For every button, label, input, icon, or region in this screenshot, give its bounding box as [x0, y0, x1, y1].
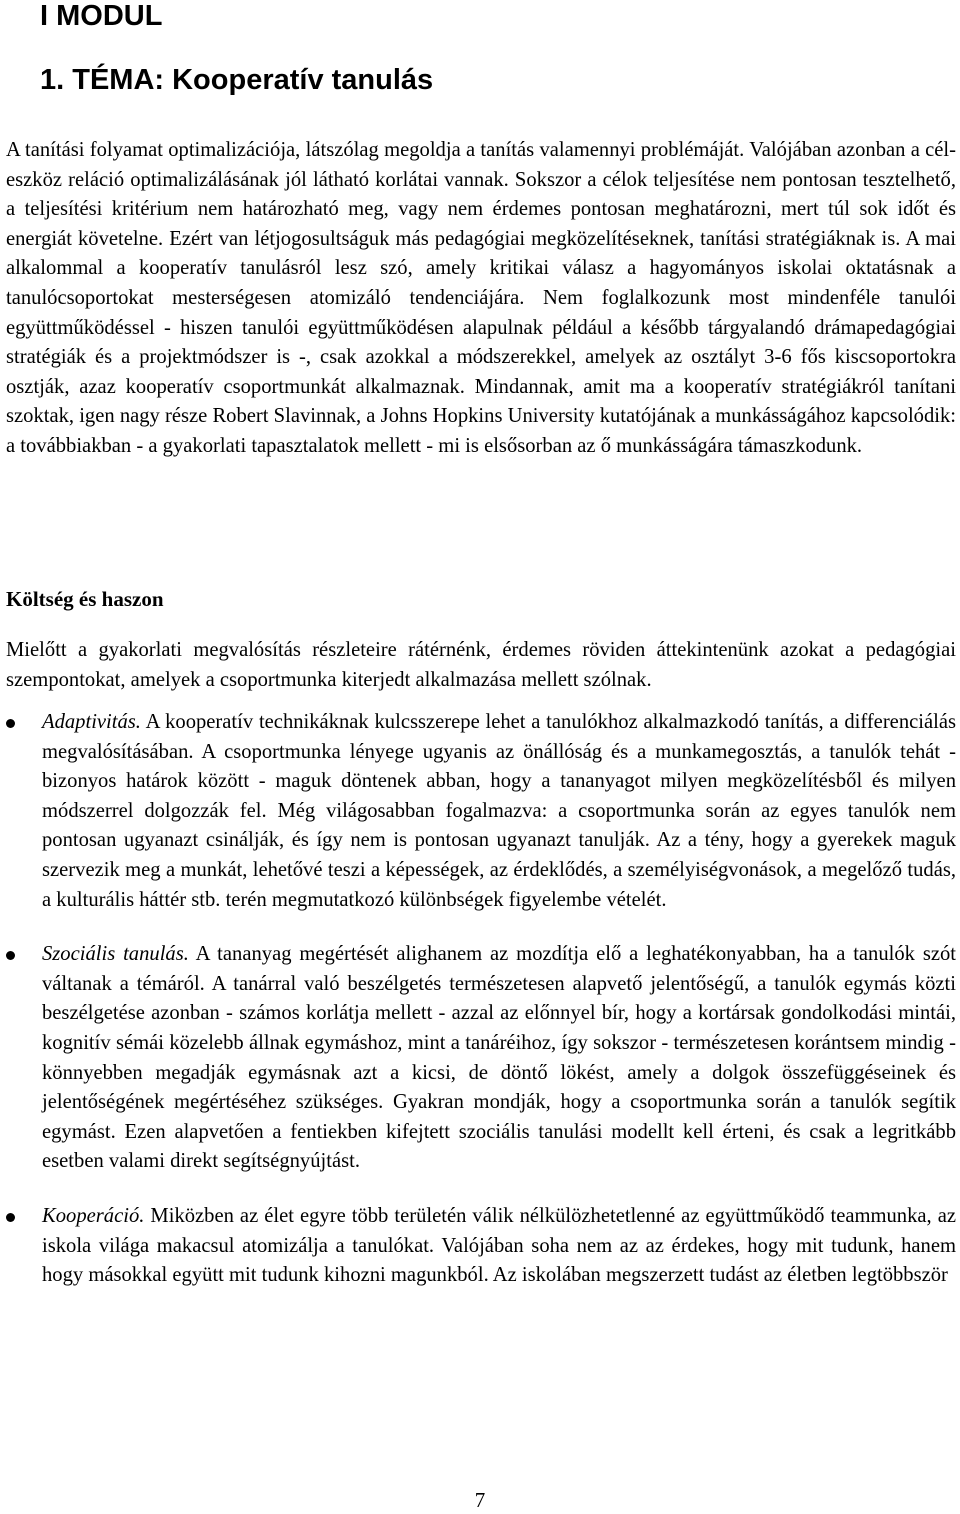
bullet-term: Szociális tanulás.	[42, 943, 189, 966]
list-item	[0, 1202, 956, 1291]
benefits-list	[0, 708, 960, 1316]
bullet-icon	[6, 951, 15, 960]
list-item	[0, 708, 956, 915]
list-item	[0, 940, 956, 1177]
bullet-text: A kooperatív technikáknak kulcsszerepe lehet a tanulókhoz alkalmazkodó tanítás, a differenciálás megvalósításában. A csoportmunka lényege ugyanis az önállóság és a munkamegosztás, a tanulók tehát - bizonyos határok között - maguk döntenek abban, hogy a tananyagot milyen megközelítésből és milyen módszerrel dolgozzák fel. Még világosabban fogalmazva: a csoportmunka során az egyes tanulók nem pontosan ugyanazt csinálják, és így nem is pontosan ugyanazt tanulják. Az a tény, hogy a gyerekek maguk szervezik meg a munkát, lehetővé teszi a képességek, az érdeklődés, a személyiségvonások, a megelőző tudás, a kulturális háttér stb. terén megmutatkozó különbségek figyelembe vételét.	[42, 711, 956, 911]
topic-title: 1. TÉMA: Kooperatív tanulás	[40, 64, 434, 96]
section-intro-paragraph: Mielőtt a gyakorlati megvalósítás részleteire rátérnénk, érdemes röviden áttekintenünk azokat a pedagógiai szempontokat, amelyek a csoportmunka kiterjedt alkalmazása mellett szólnak.	[6, 639, 956, 691]
bullet-text: A tananyag megértését alighanem az mozdítja elő a leghatékonyabban, ha a tanulók szót váltanak a témáról. A tanárral való beszélgetés természetesen alapvető jelentőségű, a tanulók egymás közti beszélgetése azonban - számos korlátja mellett - azzal az előnnyel bír, hogy a kortársak gondolkodási mintái, kognitív sémái közelebb állnak egymáshoz, mint a tanáréihoz, így sokszor - természetesen korántsem mindig - könnyebben megadják egymásnak azt a kicsi, de döntő lökést, amely a dolgok összefüggéseinek és jelentőségének megértéséhez szükséges. Gyakran mondják, hogy a csoportmunka során a tanulók segítik egymást. Ezen alapvetően a fentiekben kifejtett szociális tanulási modellt kell érteni, és csak a legritkább esetben valami direkt segítségnyújtást.	[42, 943, 956, 1173]
section-heading: Költség és haszon	[6, 587, 164, 611]
bullet-icon	[6, 1213, 15, 1222]
module-title: I MODUL	[40, 0, 163, 32]
bullet-term: Kooperáció.	[42, 1204, 145, 1227]
page-number: 7	[474, 1488, 486, 1512]
bullet-term: Adaptivitás.	[42, 711, 141, 733]
bullet-text: Miközben az élet egyre több területén válik nélkülözhetetlenné az együttműködő teammunka, az iskola világa makacsul atomizálja a tanulókat. Valójában soha nem az az érdekes, hogy mit tudunk, hanem hogy másokkal együtt mit tudunk kihozni magunkból. Az iskolában megszerzett tudást az életben legtöbbször	[42, 1204, 956, 1287]
bullet-icon	[6, 719, 15, 728]
intro-paragraph: A tanítási folyamat optimalizációja, látszólag megoldja a tanítás valamennyi problémáját. Valójában azonban a cél-eszköz reláció optimalizálásának jól látható korlátai vannak. Sokszor a célok teljesítése nem pontosan tesztelhető, a teljesítési kritérium nem határozható meg, vagy nem érdemes pontosan meghatározni, mert túl sok időt és energiát követelne. Ezért van létjogosultságuk más pedagógiai megközelítéseknek, tanítási stratégiáknak is. A mai alkalommal a kooperatív tanulásról lesz szó, amely kritikai válasz a hagyományos iskolai oktatásnak a tanulócsoportokat mesterségesen atomizáló tendenciájára. Nem foglalkozunk most mindenféle tanulói együttműködéssel - hiszen tanulói együttműködésen alapulnak például a később tárgyalandó drámapedagógiai stratégiák és a projektmódszer is -, csak azokkal a módszerekkel, amelyek az osztályt 3-6 fős kiscsoportokra osztják, azaz kooperatív csoportmunkát alkalmaznak. Mindannak, amit ma a kooperatív stratégiákról tanítani szoktak, igen nagy része Robert Slavinnak, a Johns Hopkins University kutatójának a munkásságához kapcsolódik: a továbbiakban - a gyakorlati tapasztalatok mellett - mi is elsősorban az ő munkásságára támaszkodunk.	[6, 139, 956, 457]
